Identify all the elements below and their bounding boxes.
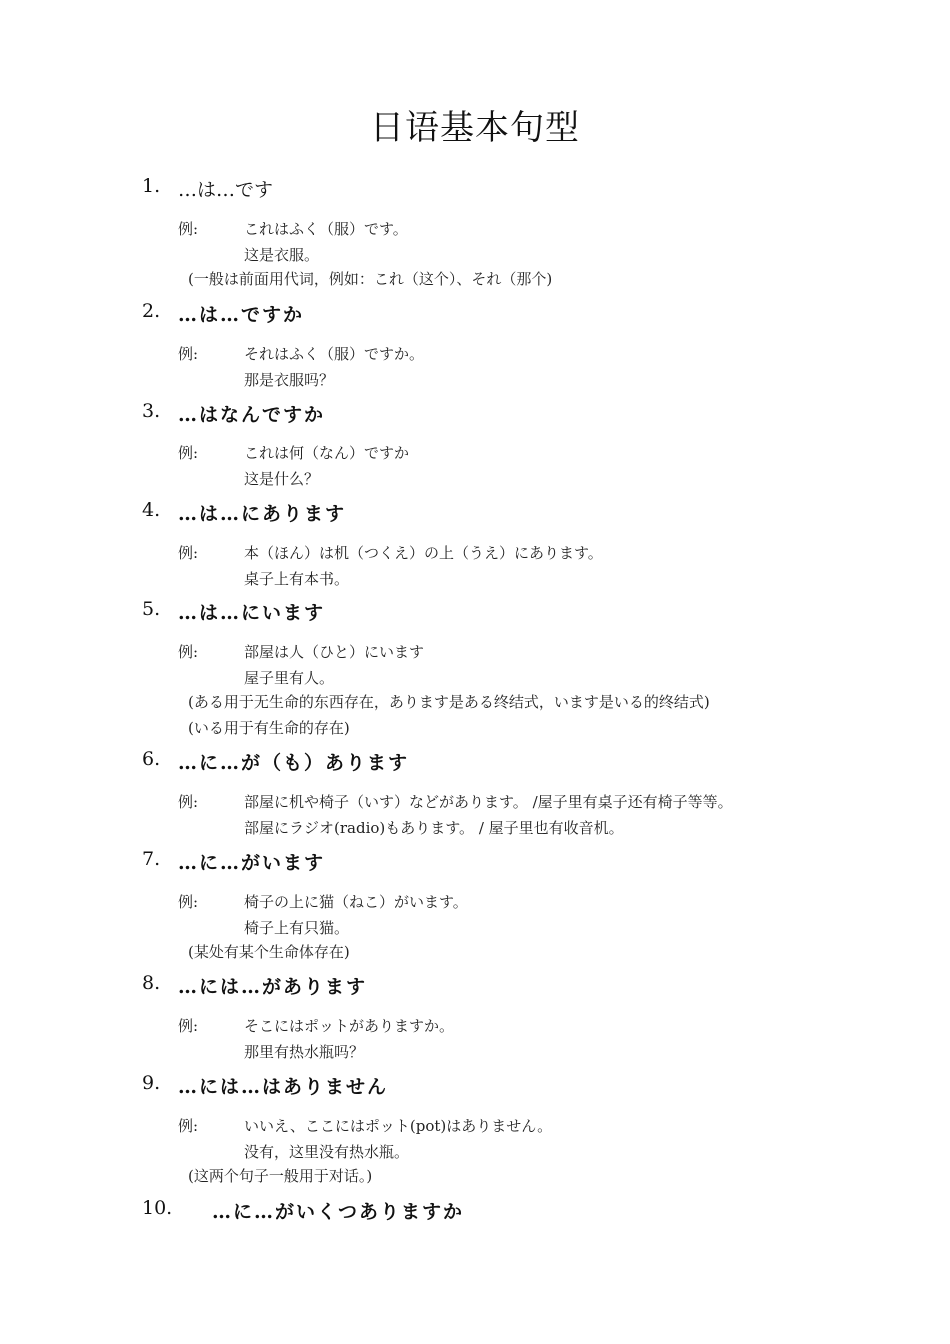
section-heading: …は…です [178,179,274,201]
example-japanese: 本（ほん）は机（つくえ）の上（うえ）にあります。 [244,544,603,562]
section-number: 9. [142,1072,161,1094]
section-number: 4. [142,499,161,521]
section-note: (这两个句子一般用于对话。) [188,1167,373,1185]
section-number: 7. [142,848,161,870]
example-japanese: これはふく（服）です。 [244,220,408,238]
section-heading: …に…が（も）あります [178,752,410,774]
example-label: 例: [178,444,199,462]
example-label: 例: [178,220,199,238]
example-translation: 没有，这里没有热水瓶。 [244,1143,410,1161]
example-japanese: 部屋に机や椅子（いす）などがあります。 /屋子里有桌子还有椅子等等。 [244,793,733,811]
example-japanese: これは何（なん）ですか [244,444,410,462]
section-note: (いる用于有生命的存在) [188,719,350,737]
example-label: 例: [178,1117,199,1135]
example-japanese: それはふく（服）ですか。 [244,345,425,363]
section-heading: …はなんですか [178,404,326,426]
section-number: 3. [142,400,161,422]
section-number: 2. [142,300,161,322]
section-heading: …は…ですか [178,304,305,326]
section-heading: …には…はありません [178,1076,389,1098]
example-label: 例: [178,1017,199,1035]
section-heading: …に…がいます [178,852,326,874]
example-translation: 椅子上有只猫。 [244,919,350,937]
section-note: (一般は前面用代词，例如：これ（这个）、それ（那个) [188,270,553,288]
section-note: (某处有某个生命体存在) [188,943,350,961]
example-translation: 屋子里有人。 [244,669,335,687]
example-japanese: 部屋は人（ひと）にいます [244,643,425,661]
example-japanese: いいえ、ここにはポット(pot)はありません。 [244,1117,553,1135]
section-number: 6. [142,748,161,770]
example-translation: 桌子上有本书。 [244,570,350,588]
example-label: 例: [178,544,199,562]
example-translation: 这是衣服。 [244,246,320,264]
section-number: 5. [142,598,161,620]
section-heading: …には…があります [178,976,368,998]
example-label: 例: [178,643,199,661]
page-title: 日语基本句型 [370,108,580,148]
example-label: 例: [178,345,199,363]
section-heading: …は…にあります [178,503,347,525]
section-number: 1. [142,175,161,197]
example-translation: 那是衣服吗？ [244,371,335,389]
example-japanese: 椅子の上に猫（ねこ）がいます。 [244,893,468,911]
section-number: 10. [142,1197,173,1219]
example-japanese: 部屋にラジオ(radio)もあります。 / 屋子里也有收音机。 [244,819,624,837]
section-number: 8. [142,972,161,994]
section-heading: …に…がいくつありますか [212,1201,465,1223]
example-translation: 这是什么？ [244,470,320,488]
example-label: 例: [178,793,199,811]
section-heading: …は…にいます [178,602,326,624]
example-japanese: そこにはポットがありますか。 [244,1017,455,1035]
example-label: 例: [178,893,199,911]
example-translation: 那里有热水瓶吗？ [244,1043,365,1061]
section-note: (ある用于无生命的东西存在，あります是ある终结式，います是いる的终结式) [188,693,710,711]
